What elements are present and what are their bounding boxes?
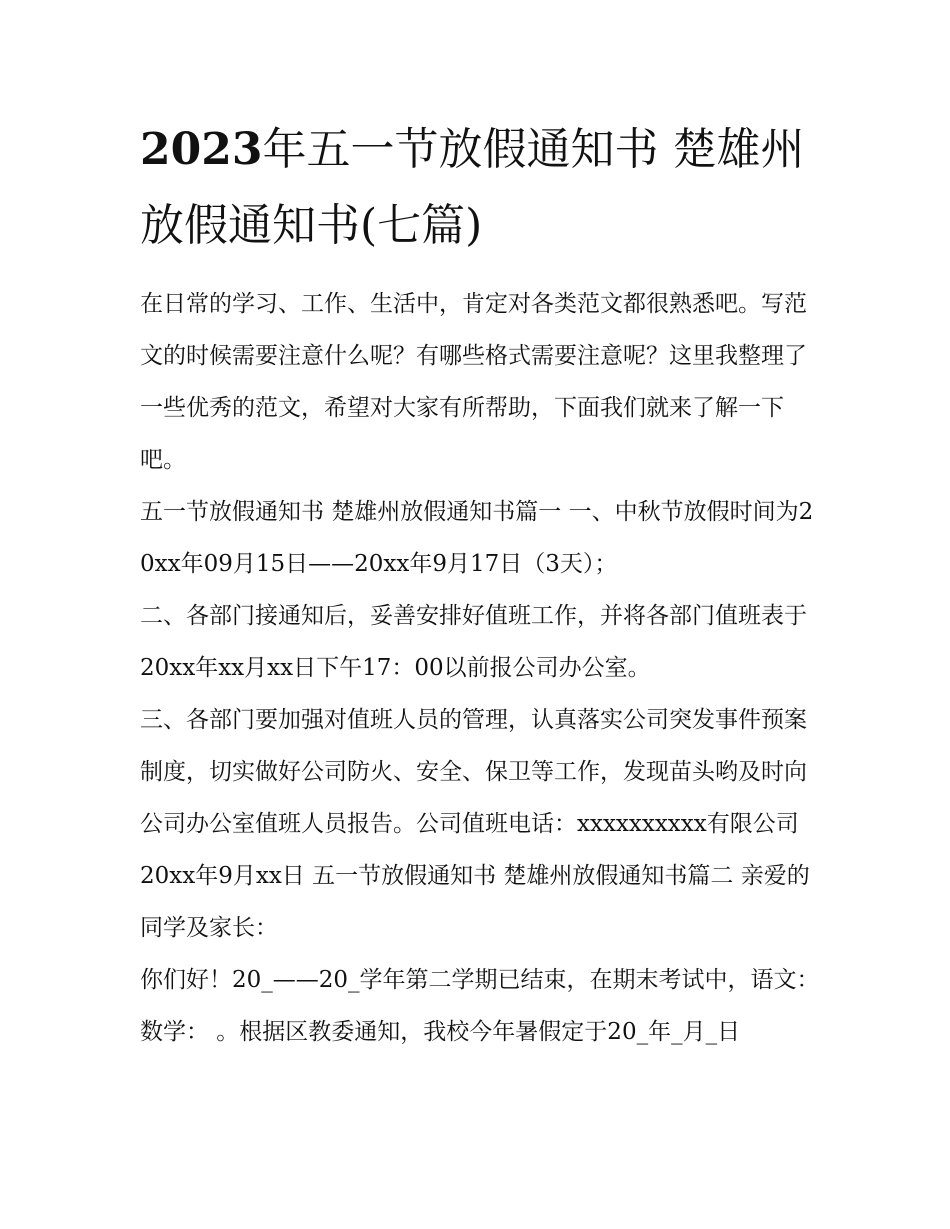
title-year: 2023 xyxy=(140,124,263,175)
document-title xyxy=(140,112,840,264)
title-text: 年五一节放假通知书 楚雄州放假通知书(七篇) xyxy=(140,124,805,251)
paragraph-item-three: 三、各部门要加强对值班人员的管理，认真落实公司突发事件预案制度，切实做好公司防火、安全、保卫等工作，发现苗头哟及时向公司办公室值班人员报告。公司值班电话：xxxxxxxxxx有限公司 20xx年9月xx日 五一节放假通知书 楚雄州放假通知书篇二 亲爱的同学及家长： xyxy=(140,707,810,941)
paragraph-letter: 你们好！20_——20_学年第二学期已结束，在期末考试中，语文： 数学： 。根据区教委通知，我校今年暑假定于20_年_月_日 xyxy=(140,967,820,1045)
paragraph-intro: 在日常的学习、工作、生活中，肯定对各类范文都很熟悉吧。写范文的时候需要注意什么呢？有哪些格式需要注意呢？这里我整理了一些优秀的范文，希望对大家有所帮助，下面我们就来了解一下吧。 xyxy=(140,291,807,473)
paragraph-item-two: 二、各部门接通知后，妥善安排好值班工作，并将各部门值班表于20xx年xx月xx日下午17：00以前报公司办公室。 xyxy=(140,603,807,681)
document-body xyxy=(140,278,820,1058)
paragraph-item-one: 五一节放假通知书 楚雄州放假通知书篇一 一、中秋节放假时间为20xx年09月15日——20xx年9月17日（3天）； xyxy=(140,499,814,577)
